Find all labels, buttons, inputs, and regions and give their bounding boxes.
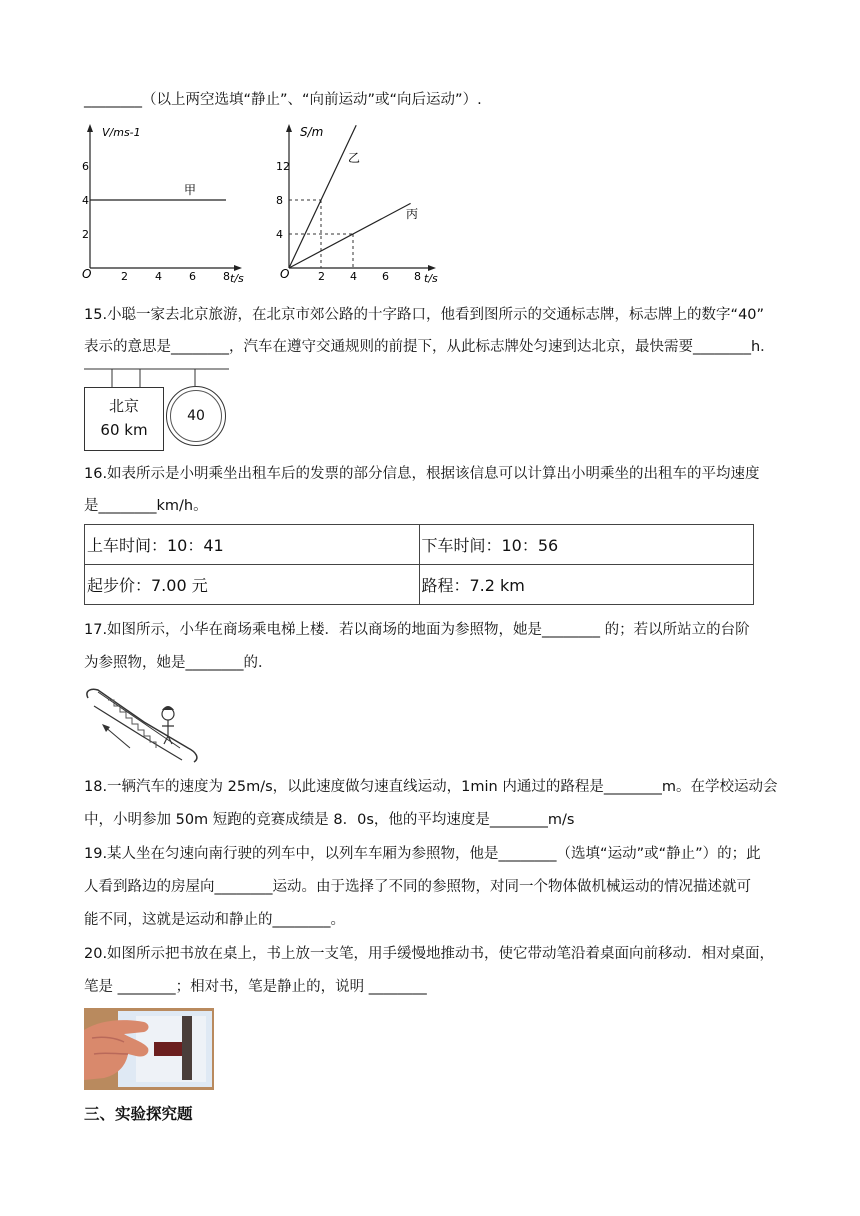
- q20-line1: 20.如图所示把书放在桌上，书上放一支笔，用手缓慢地推动书，使它带动笔沿着桌面向前移动．相对桌面，: [84, 946, 775, 962]
- sign-distance: 60 km: [100, 421, 148, 439]
- st-series-yi-line: [289, 125, 356, 268]
- q19-line2: 人看到路边的房屋向________运动。由于选择了不同的参照物，对同一个物体做机械运动的情况描述就可: [84, 879, 751, 895]
- st-ylabel: S/m: [300, 125, 324, 139]
- taxi-receipt-table: [84, 524, 754, 605]
- st-series-yi-label: 乙: [348, 151, 361, 165]
- q15-line2: 表示的意思是________，汽车在遵守交通规则的前提下，从此标志牌处匀速到达北京，最快需要________h．: [84, 339, 775, 355]
- section-title: 三、实验探究题: [84, 1105, 193, 1123]
- book-pen-photo: [84, 1008, 214, 1090]
- answer-blank: ________: [84, 92, 142, 108]
- sign-city: 北京: [108, 397, 139, 415]
- q16-line2: 是________km/h。: [84, 498, 208, 514]
- speed-limit-value: 40: [187, 408, 205, 424]
- table-cell: 上车时间：10：41: [85, 525, 420, 565]
- vt-y-tick-label: 4: [82, 194, 89, 207]
- st-graph: [274, 122, 449, 288]
- st-x-tick-label: 6: [382, 270, 389, 283]
- q19-line3: 能不同，这就是运动和静止的________。: [84, 912, 345, 928]
- vt-y-tick-label: 6: [82, 160, 89, 173]
- vt-x-arrow: [234, 265, 242, 271]
- q14-instruction: （以上两空选填“静止”、“向前运动”或“向后运动”）.: [142, 92, 482, 108]
- q17-line2: 为参照物，她是________的．: [84, 655, 273, 671]
- table-cell: 下车时间：10：56: [419, 525, 754, 565]
- table-row: [85, 565, 754, 605]
- q20-line2: 笔是 ________；相对书，笔是静止的，说明 ________: [84, 979, 427, 995]
- st-y-arrow: [286, 124, 292, 132]
- vt-x-tick-label: 4: [155, 270, 162, 283]
- st-series-bing-label: 丙: [406, 207, 419, 221]
- q15-line1: 15.小聪一家去北京旅游，在北京市郊公路的十字路口，他看到图所示的交通标志牌，标志牌上的数字“40”: [84, 307, 765, 323]
- distance-sign: [84, 387, 164, 451]
- escalator-illustration: [84, 686, 204, 766]
- q16-line1: 16.如表所示是小明乘坐出租车后的发票的部分信息，根据该信息可以计算出小明乘坐的出租车的平均速度: [84, 466, 760, 482]
- st-x-tick-label: 2: [318, 270, 325, 283]
- vt-series-label: 甲: [184, 183, 197, 197]
- table-cell: 路程：7.2 km: [419, 565, 754, 605]
- st-series-bing-line: [289, 203, 411, 268]
- st-y-tick-label: 4: [276, 228, 283, 241]
- vt-x-tick-label: 6: [189, 270, 196, 283]
- vt-graph: [80, 122, 250, 288]
- vt-x-tick-label: 8: [223, 270, 230, 283]
- table-row: [85, 525, 754, 565]
- table-cell: 起步价：7.00 元: [85, 565, 420, 605]
- vt-xlabel: t/s: [230, 272, 244, 285]
- q17-line1: 17.如图所示，小华在商场乘电梯上楼．若以商场的地面为参照物，她是________ 的；若以所站立的台阶: [84, 622, 750, 638]
- st-x-arrow: [428, 265, 436, 271]
- st-y-tick-label: 12: [276, 160, 290, 173]
- vt-y-arrow: [87, 124, 93, 132]
- st-xlabel: t/s: [424, 272, 438, 285]
- q18-line2: 中，小明参加 50m 短跑的竞赛成绩是 8．0s，他的平均速度是________m/s: [84, 812, 575, 828]
- q18-line1: 18.一辆汽车的速度为 25m/s，以此速度做匀速直线运动，1min 内通过的路程是________m。在学校运动会: [84, 779, 778, 795]
- q19-line1: 19.某人坐在匀速向南行驶的列车中，以列车车厢为参照物，他是________（选填“运动”或“静止”）的；此: [84, 846, 761, 862]
- vt-x-tick-label: 2: [121, 270, 128, 283]
- st-x-tick-label: 4: [350, 270, 357, 283]
- speed-limit-sign: [166, 386, 226, 446]
- st-x-tick-label: 8: [414, 270, 421, 283]
- st-origin: O: [280, 267, 290, 281]
- vt-origin: O: [82, 267, 92, 281]
- q14-tail: [84, 90, 482, 110]
- vt-ylabel: V/ms-1: [102, 126, 141, 139]
- st-y-tick-label: 8: [276, 194, 283, 207]
- vt-y-tick-label: 2: [82, 228, 89, 241]
